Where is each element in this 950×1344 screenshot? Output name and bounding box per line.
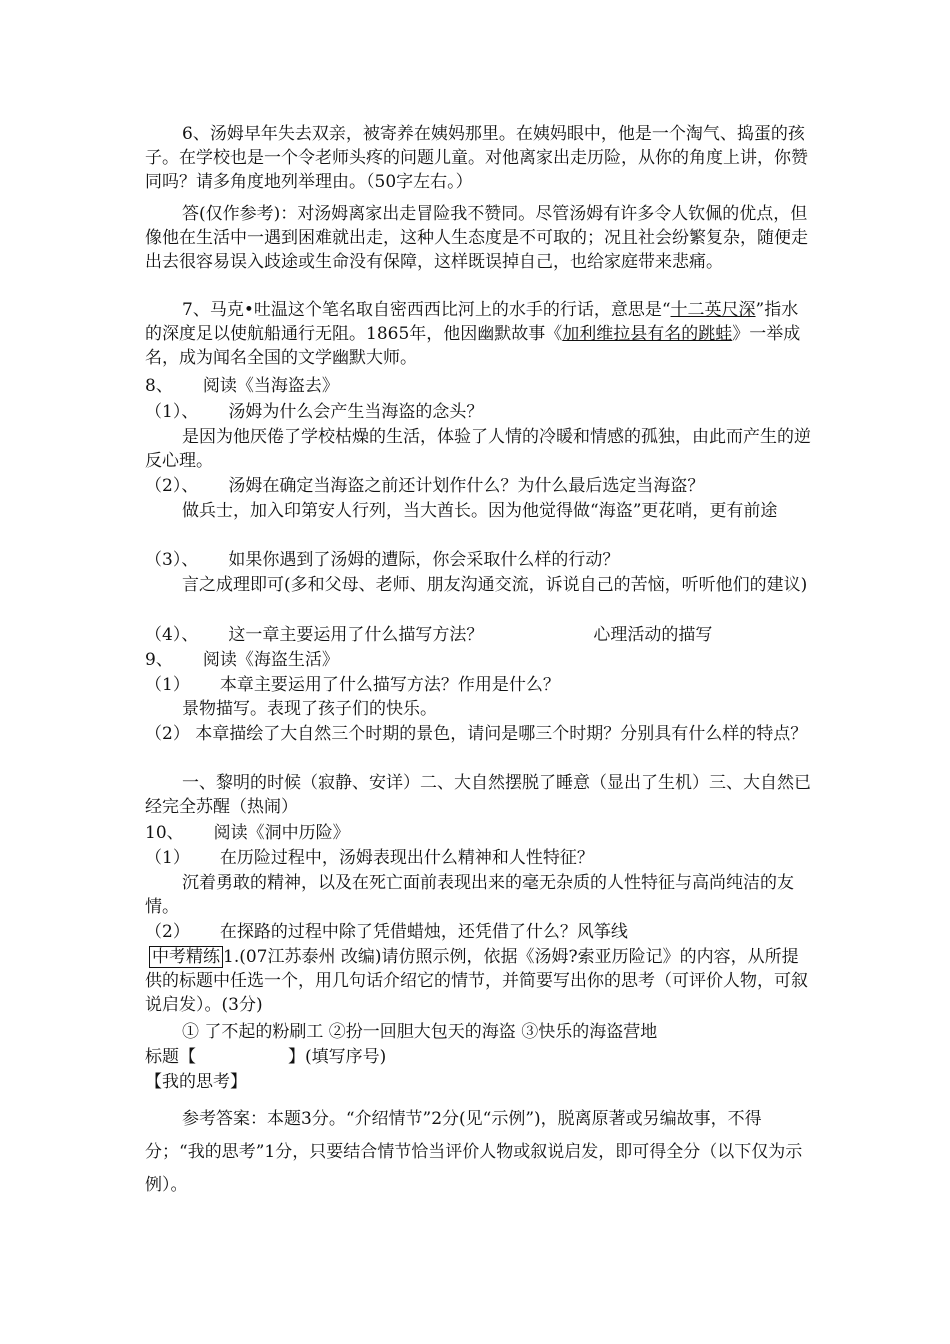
q8-item4-text: 这一章主要运用了什么描写方法？	[228, 625, 484, 645]
q8-item4-answer: 心理活动的描写	[593, 625, 713, 645]
q8-item3-text: 如果你遇到了汤姆的遭际，你会采取什么样的行动？	[228, 550, 620, 570]
q8-heading	[145, 374, 815, 398]
q8-item2-text: 汤姆在确定当海盗之前还计划作什么？为什么最后选定当海盗？	[228, 476, 705, 496]
q8-item3-answer: 言之成理即可(多和父母、老师、朋友沟通交流，诉说自己的苦恼，听听他们的建议)	[182, 575, 808, 595]
q8-item2-number: （2）、	[145, 476, 199, 496]
q9-item2-question: （2） 本章描绘了大自然三个时期的景色，请问是哪三个时期？分别具有什么样的特点？	[145, 724, 808, 744]
q10-item1-answer: 沉着勇敢的精神，以及在死亡面前表现出来的毫无杂质的人性特征与高尚纯洁的友情。	[145, 873, 794, 917]
q8-item1-text: 汤姆为什么会产生当海盗的念头？	[228, 402, 484, 422]
q9-number: 9、	[145, 650, 173, 670]
exam-reference-answer: 参考答案：本题3分。“介绍情节”2分(见“示例”)，脱离原著或另编故事，不得分；“我的思考”1分，只要结合情节恰当评价人物或叙说启发，即可得全分（以下仅为示例）。	[145, 1109, 803, 1195]
q10-item2	[145, 920, 815, 944]
q6-answer: 答(仅作参考)：对汤姆离家出走冒险我不赞同。尽管汤姆有许多令人钦佩的优点，但像他在生活中一遇到困难就出走，这种人生态度是不可取的；况且社会纷繁复杂，随便走出去很容易误入歧途或生命没有保障，这样既误掉自己，也给家庭带来悲痛。	[145, 204, 808, 272]
q8-item2-question	[145, 474, 815, 498]
q10-item2-number: （2）	[145, 922, 190, 942]
q8-item1-question	[145, 400, 815, 424]
exam-title-line	[145, 1045, 815, 1069]
exam-thinking-label: 【我的思考】	[145, 1072, 247, 1092]
q8-item4	[145, 623, 815, 647]
q6-question: 6、汤姆早年失去双亲，被寄养在姨妈那里。在姨妈眼中，他是一个淘气、捣蛋的孩子。在学校也是一个令老师头疼的问题儿童。对他离家出走历险，从你的角度上讲，你赞同吗？请多角度地列举理由。（50字左右。）	[145, 124, 808, 192]
q8-item3-question	[145, 548, 815, 572]
q7-text-c: 》一举成名，成为闻名全国的文学幽默大师。	[145, 324, 801, 368]
q9-item1-question	[145, 673, 815, 697]
q9-item1-answer: 景物描写。表现了孩子们的快乐。	[182, 699, 437, 719]
exam-title-prefix: 标题【	[145, 1047, 196, 1067]
q7-text-a: 7、马克•吐温这个笔名取自密西西比河上的水手的行话，意思是“	[182, 300, 671, 320]
q8-item1-number: （1）、	[145, 402, 199, 422]
q9-title: 阅读《海盗生活》	[202, 650, 339, 670]
exam-options: ① 了不起的粉刷工 ②扮一回胆大包天的海盗 ③快乐的海盗营地	[182, 1022, 658, 1042]
q10-title: 阅读《洞中历险》	[213, 823, 350, 843]
exam-question	[145, 945, 815, 1017]
exam-text: 1.(07江苏泰州 改编)请仿照示例，依据《汤姆?索亚历险记》的内容，从所提供的标题中任选一个，用几句话介绍它的情节，并简要写出你的思考（可评价人物，可叙说启发）。(3分)	[145, 947, 808, 1015]
q7-underline-story: 加利维拉县有名的跳蛙	[562, 324, 733, 344]
q7-paragraph	[145, 298, 815, 370]
q10-number: 10、	[145, 823, 184, 843]
exam-tag: 中考精练	[149, 946, 223, 968]
q7-text-b: ”指水的深度足以使航船通行无阻。1865年，他因幽默故事《	[145, 300, 799, 344]
q10-item1-text: 在历险过程中，汤姆表现出什么精神和人性特征？	[219, 848, 594, 868]
q10-item1-question	[145, 846, 815, 870]
q9-heading	[145, 648, 815, 672]
q8-number: 8、	[145, 376, 173, 396]
q9-item2-answer: 一、黎明的时候（寂静、安详）二、大自然摆脱了睡意（显出了生机）三、大自然已经完全苏醒（热闹）	[145, 773, 811, 817]
q9-item1-number: （1）	[145, 675, 190, 695]
q8-item2-answer: 做兵士，加入印第安人行列，当大酋长。因为他觉得做“海盗”更花哨，更有前途	[182, 501, 778, 521]
q8-item3-number: （3）、	[145, 550, 199, 570]
q10-item2-text: 在探路的过程中除了凭借蜡烛，还凭借了什么？风筝线	[219, 922, 628, 942]
q7-underline-depth: 十二英尺深	[670, 300, 756, 320]
exam-title-suffix: 】(填写序号)	[288, 1047, 387, 1067]
q10-item1-number: （1）	[145, 848, 190, 868]
q8-item1-answer: 是因为他厌倦了学校枯燥的生活，体验了人情的冷暖和情感的孤独，由此而产生的逆反心理。	[145, 427, 811, 471]
q8-title: 阅读《当海盗去》	[202, 376, 339, 396]
q8-item4-number: （4）、	[145, 625, 199, 645]
q9-item1-text: 本章主要运用了什么描写方法？作用是什么？	[219, 675, 560, 695]
q10-heading	[145, 821, 815, 845]
